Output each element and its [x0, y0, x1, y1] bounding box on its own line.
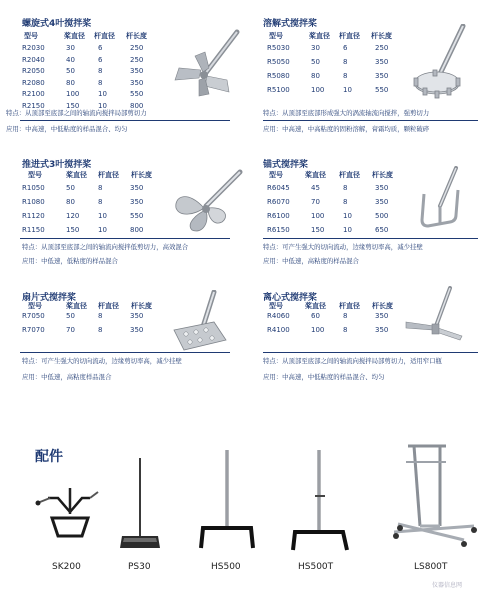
cell-blade-diameter: 30: [66, 44, 75, 52]
ls800t-stand-image: [384, 436, 484, 561]
ps30-stand-image: [118, 456, 163, 556]
cell-blade-diameter: 100: [66, 90, 80, 98]
accessory-label-ps30: PS30: [128, 562, 151, 572]
cell-shaft-diameter: 6: [343, 44, 348, 52]
col-header-shaft-diameter: 杆直径: [94, 32, 115, 40]
sk200-clamp-image: [30, 484, 105, 554]
cell-shaft-length: 500: [375, 212, 389, 220]
cell-shaft-diameter: 8: [343, 58, 348, 66]
divider: [263, 352, 478, 353]
cell-shaft-diameter: 8: [98, 67, 103, 75]
cell-model: R4100: [267, 326, 290, 334]
col-header-model: 型号: [269, 302, 283, 310]
feature-text: 特点：从顶部至底部形成强大的涡流轴流向搅拌，强剪切力: [263, 109, 430, 117]
dissolving-disc-impeller-image: [405, 24, 480, 104]
cell-shaft-diameter: 8: [343, 184, 348, 192]
cell-shaft-length: 350: [130, 78, 144, 87]
cell-blade-diameter: 100: [311, 326, 325, 334]
cell-blade-diameter: 30: [311, 44, 320, 52]
col-header-shaft-length: 杆长度: [131, 171, 152, 179]
cell-blade-diameter: 45: [311, 184, 320, 192]
feature-text: 特点：可产生强大的切向流动，边缘剪切率高，减少挂壁: [22, 357, 182, 365]
product-title: 溶解式搅拌桨: [263, 19, 318, 29]
feature-text: 特点：可产生强大的切向流动，边缘剪切率高，减少挂壁: [263, 243, 423, 251]
cell-blade-diameter: 50: [311, 58, 320, 66]
product-title: 螺旋式4叶搅拌桨: [22, 19, 92, 29]
accessories-title: 配件: [35, 449, 63, 465]
col-header-model: 型号: [28, 302, 42, 310]
cell-model: R6100: [267, 212, 290, 220]
col-header-shaft-diameter: 杆直径: [98, 302, 119, 310]
cell-model: R2100: [22, 90, 45, 98]
usage-text: 应用：中高速，中低粘度的样品混合、均匀: [263, 373, 385, 381]
cell-blade-diameter: 150: [66, 226, 80, 234]
fan-blade-impeller-image: [166, 290, 236, 360]
cell-blade-diameter: 50: [66, 67, 75, 75]
cell-model: R2030: [22, 44, 45, 52]
cell-model: R2080: [22, 78, 45, 87]
anchor-impeller-image: [410, 166, 470, 238]
cell-model: R1150: [22, 226, 45, 234]
cell-shaft-length: 350: [375, 72, 389, 80]
divider: [20, 238, 230, 239]
cell-shaft-length: 350: [130, 198, 144, 206]
centrifugal-impeller-image: [400, 286, 480, 352]
usage-text: 应用：中低速，低粘度的样品混合: [22, 257, 118, 265]
cell-shaft-length: 350: [130, 312, 144, 320]
cell-shaft-diameter: 8: [343, 326, 348, 334]
product-title-anchor: 锚式搅拌桨: [263, 160, 309, 170]
cell-shaft-length: 250: [130, 44, 144, 52]
cell-shaft-diameter: 10: [98, 90, 107, 98]
cell-shaft-length: 250: [130, 55, 144, 64]
product-title-propeller-3-blade: 推进式3叶搅拌桨: [22, 160, 92, 170]
cell-shaft-length: 350: [375, 312, 389, 320]
col-header-model: 型号: [269, 32, 283, 40]
col-header-shaft-diameter: 杆直径: [339, 32, 360, 40]
col-header-shaft-length: 杆长度: [372, 302, 393, 310]
cell-blade-diameter: 100: [311, 86, 325, 94]
usage-text: 应用：中低速，高粘度样品混合: [22, 373, 112, 381]
cell-shaft-diameter: 8: [98, 184, 103, 192]
cell-shaft-length: 350: [130, 326, 144, 334]
cell-model: R2040: [22, 55, 45, 64]
cell-shaft-diameter: 10: [343, 212, 352, 220]
cell-shaft-diameter: 8: [343, 198, 348, 206]
cell-blade-diameter: 80: [66, 78, 75, 87]
cell-blade-diameter: 80: [66, 198, 75, 206]
cell-shaft-diameter: 8: [98, 78, 103, 87]
cell-blade-diameter: 70: [311, 198, 320, 206]
cell-shaft-length: 350: [375, 198, 389, 206]
col-header-shaft-diameter: 杆直径: [339, 302, 360, 310]
watermark: 仪器信息网: [432, 582, 463, 589]
spiral-4-blade-impeller-image: [165, 28, 250, 98]
accessory-label-hs500: HS500: [211, 562, 241, 572]
cell-blade-diameter: 70: [66, 326, 75, 334]
cell-blade-diameter: 50: [66, 184, 75, 192]
cell-model: R5050: [267, 58, 290, 66]
cell-shaft-length: 650: [375, 226, 389, 234]
cell-blade-diameter: 60: [311, 312, 320, 320]
cell-shaft-length: 350: [375, 326, 389, 334]
cell-model: R1120: [22, 212, 45, 220]
hs500-stand-image: [195, 446, 260, 556]
cell-shaft-length: 350: [130, 184, 144, 192]
accessory-label-hs500t: HS500T: [298, 562, 334, 572]
cell-model: R5080: [267, 72, 290, 80]
cell-shaft-length: 250: [375, 44, 389, 52]
cell-shaft-length: 800: [130, 226, 144, 234]
cell-shaft-length: 350: [130, 67, 144, 75]
cell-shaft-length: 800: [130, 101, 144, 110]
usage-text: 应用：中高速，中低粘度的样品混合、均匀: [6, 125, 128, 133]
cell-shaft-length: 550: [375, 86, 389, 94]
cell-shaft-diameter: 10: [98, 212, 107, 220]
cell-model: R5100: [267, 86, 290, 94]
col-header-shaft-length: 杆长度: [372, 171, 393, 179]
cell-model: R1050: [22, 184, 45, 192]
cell-model: R7050: [22, 312, 45, 320]
col-header-blade-diameter: 桨直径: [305, 302, 326, 310]
cell-model: R4060: [267, 312, 290, 320]
col-header-shaft-length: 杆长度: [371, 32, 392, 40]
cell-model: R2050: [22, 67, 45, 75]
cell-shaft-diameter: 10: [343, 226, 352, 234]
cell-model: R6045: [267, 184, 290, 192]
cell-shaft-length: 550: [130, 212, 144, 220]
cell-shaft-diameter: 6: [98, 55, 103, 64]
col-header-model: 型号: [28, 171, 42, 179]
col-header-shaft-diameter: 杆直径: [98, 171, 119, 179]
col-header-shaft-diameter: 杆直径: [339, 171, 360, 179]
cell-shaft-diameter: 10: [98, 226, 107, 234]
cell-model: R6150: [267, 226, 290, 234]
product-title-centrifugal: 离心式搅拌桨: [263, 293, 318, 303]
usage-text: 应用：中高速，中高粘度的固粉溶解，膏霜均质，颗粒破碎: [263, 125, 430, 133]
cell-shaft-length: 350: [375, 184, 389, 192]
cell-blade-diameter: 150: [66, 101, 80, 110]
cell-shaft-diameter: 6: [98, 44, 103, 52]
cell-shaft-diameter: 8: [343, 72, 348, 80]
cell-shaft-diameter: 10: [98, 101, 107, 110]
cell-blade-diameter: 40: [66, 55, 75, 64]
cell-shaft-length: 350: [375, 58, 389, 66]
cell-shaft-diameter: 8: [98, 312, 103, 320]
divider: [263, 238, 478, 239]
feature-text: 特点：从顶部至底部之间的轴流向搅拌低剪切力，高效混合: [22, 243, 189, 251]
cell-shaft-diameter: 8: [98, 198, 103, 206]
feature-text: 特点：从顶部至底部之间的轴流向搅拌局部剪切力: [6, 109, 147, 117]
col-header-model: 型号: [269, 171, 283, 179]
cell-shaft-diameter: 8: [98, 326, 103, 334]
cell-model: R1080: [22, 198, 45, 206]
cell-blade-diameter: 50: [66, 312, 75, 320]
col-header-blade-diameter: 桨直径: [64, 32, 85, 40]
cell-shaft-length: 550: [130, 90, 144, 98]
col-header-shaft-length: 杆长度: [126, 32, 147, 40]
col-header-blade-diameter: 桨直径: [305, 171, 326, 179]
col-header-blade-diameter: 桨直径: [66, 302, 87, 310]
cell-model: R7070: [22, 326, 45, 334]
accessory-label-ls800t: LS800T: [414, 562, 448, 572]
divider: [20, 120, 230, 121]
cell-blade-diameter: 80: [311, 72, 320, 80]
col-header-blade-diameter: 桨直径: [66, 171, 87, 179]
col-header-shaft-length: 杆长度: [131, 302, 152, 310]
cell-blade-diameter: 100: [311, 212, 325, 220]
cell-model: R6070: [267, 198, 290, 206]
cell-model: R5030: [267, 44, 290, 52]
feature-text: 特点：从顶部至底部之间的轴流向搅拌局部剪切力，适用窄口瓶: [263, 357, 442, 365]
divider: [263, 120, 478, 121]
product-title-fan-blade: 扇片式搅拌桨: [22, 293, 77, 303]
cell-blade-diameter: 150: [311, 226, 325, 234]
cell-shaft-diameter: 8: [343, 312, 348, 320]
col-header-blade-diameter: 桨直径: [309, 32, 330, 40]
hs500t-stand-image: [285, 446, 355, 558]
propeller-3-blade-impeller-image: [170, 168, 250, 236]
cell-model: R2150: [22, 101, 45, 110]
accessory-label-sk200: SK200: [52, 562, 81, 572]
col-header-model: 型号: [24, 32, 38, 40]
usage-text: 应用：中低速，高粘度的样品混合: [263, 257, 359, 265]
cell-blade-diameter: 120: [66, 212, 80, 220]
cell-shaft-diameter: 10: [343, 86, 352, 94]
